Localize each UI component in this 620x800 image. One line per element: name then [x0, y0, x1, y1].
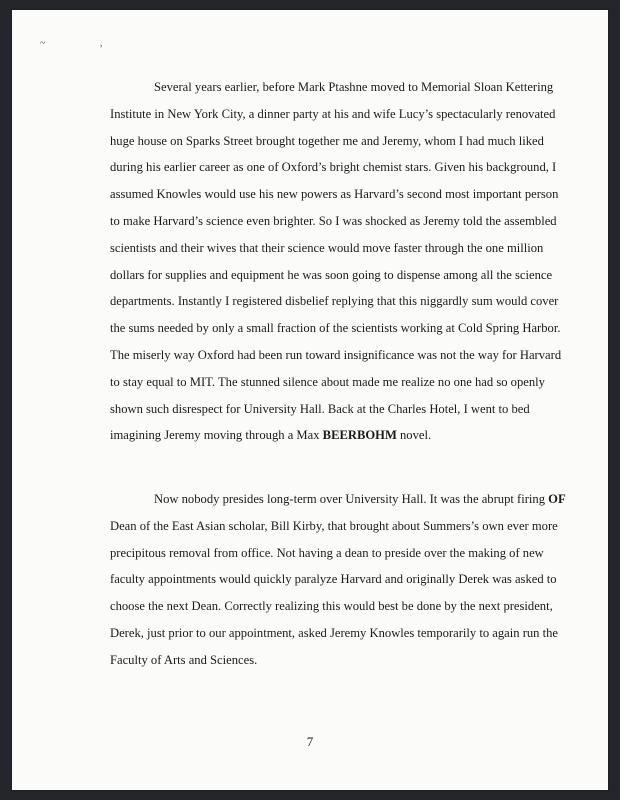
- text-line: departments. Instantly I registered disbelief replying that this niggardly sum would cover: [110, 294, 559, 309]
- text-line: to make Harvard’s science even brighter. So I was shocked as Jeremy told the assembled: [110, 213, 557, 228]
- bold-text: BEERBOHM: [322, 428, 397, 443]
- page-number: 7: [306, 734, 314, 749]
- text-line: choose the next Dean. Correctly realizing this would best be done by the next president,: [110, 599, 553, 614]
- text-line: Dean of the East Asian scholar, Bill Kirby, that brought about Summers’s own ever more: [110, 518, 558, 533]
- text-line: during his earlier career as one of Oxford’s bright chemist stars. Given his background, I: [110, 160, 557, 175]
- paragraph-2: [110, 486, 566, 674]
- bold-text: OF: [548, 492, 566, 506]
- text-line-last: [110, 422, 542, 449]
- text-line: Faculty of Arts and Sciences.: [110, 652, 258, 667]
- text-line: assumed Knowles would use his new powers as Harvard’s second most important person: [110, 187, 559, 202]
- text-line: to stay equal to MIT. The stunned silence about made me realize no one had so openly: [110, 374, 545, 389]
- document-page: [12, 10, 608, 790]
- text-segment: novel.: [396, 428, 432, 443]
- text-line: precipitous removal from office. Not having a dean to preside over the making of new: [110, 545, 544, 560]
- text-line: faculty appointments would quickly paralyze Harvard and originally Derek was asked to: [110, 572, 557, 587]
- text-line: shown such disrespect for University Hall. Back at the Charles Hotel, I went to bed: [110, 401, 530, 416]
- paragraph-1: [110, 74, 562, 449]
- text-segment: Now nobody presides long-term over University Hall. It was the abrupt firing: [154, 492, 549, 506]
- text-line: Institute in New York City, a dinner party at his and wife Lucy’s spectacularly renovated: [110, 106, 556, 121]
- text-line: Derek, just prior to our appointment, asked Jeremy Knowles temporarily to again run the: [110, 625, 559, 640]
- text-line: the sums needed by only a small fraction of the scientists working at Cold Spring Harbor.: [110, 321, 561, 336]
- text-line: The miserly way Oxford had been run toward insignificance was not the way for Harvard: [110, 347, 562, 362]
- text-line-first: [110, 486, 566, 513]
- text-line: Several years earlier, before Mark Ptashne moved to Memorial Sloan Kettering: [154, 80, 554, 94]
- text-line: scientists and their wives that their science would move faster through the one million: [110, 240, 544, 255]
- text-line: dollars for supplies and equipment he was soon going to dispense among all the science: [110, 267, 553, 282]
- text-segment: imagining Jeremy moving through a Max: [110, 428, 323, 443]
- text-line: huge house on Sparks Street brought together me and Jeremy, whom I had much liked: [110, 133, 544, 148]
- corner-marks: ~ ,: [40, 38, 129, 49]
